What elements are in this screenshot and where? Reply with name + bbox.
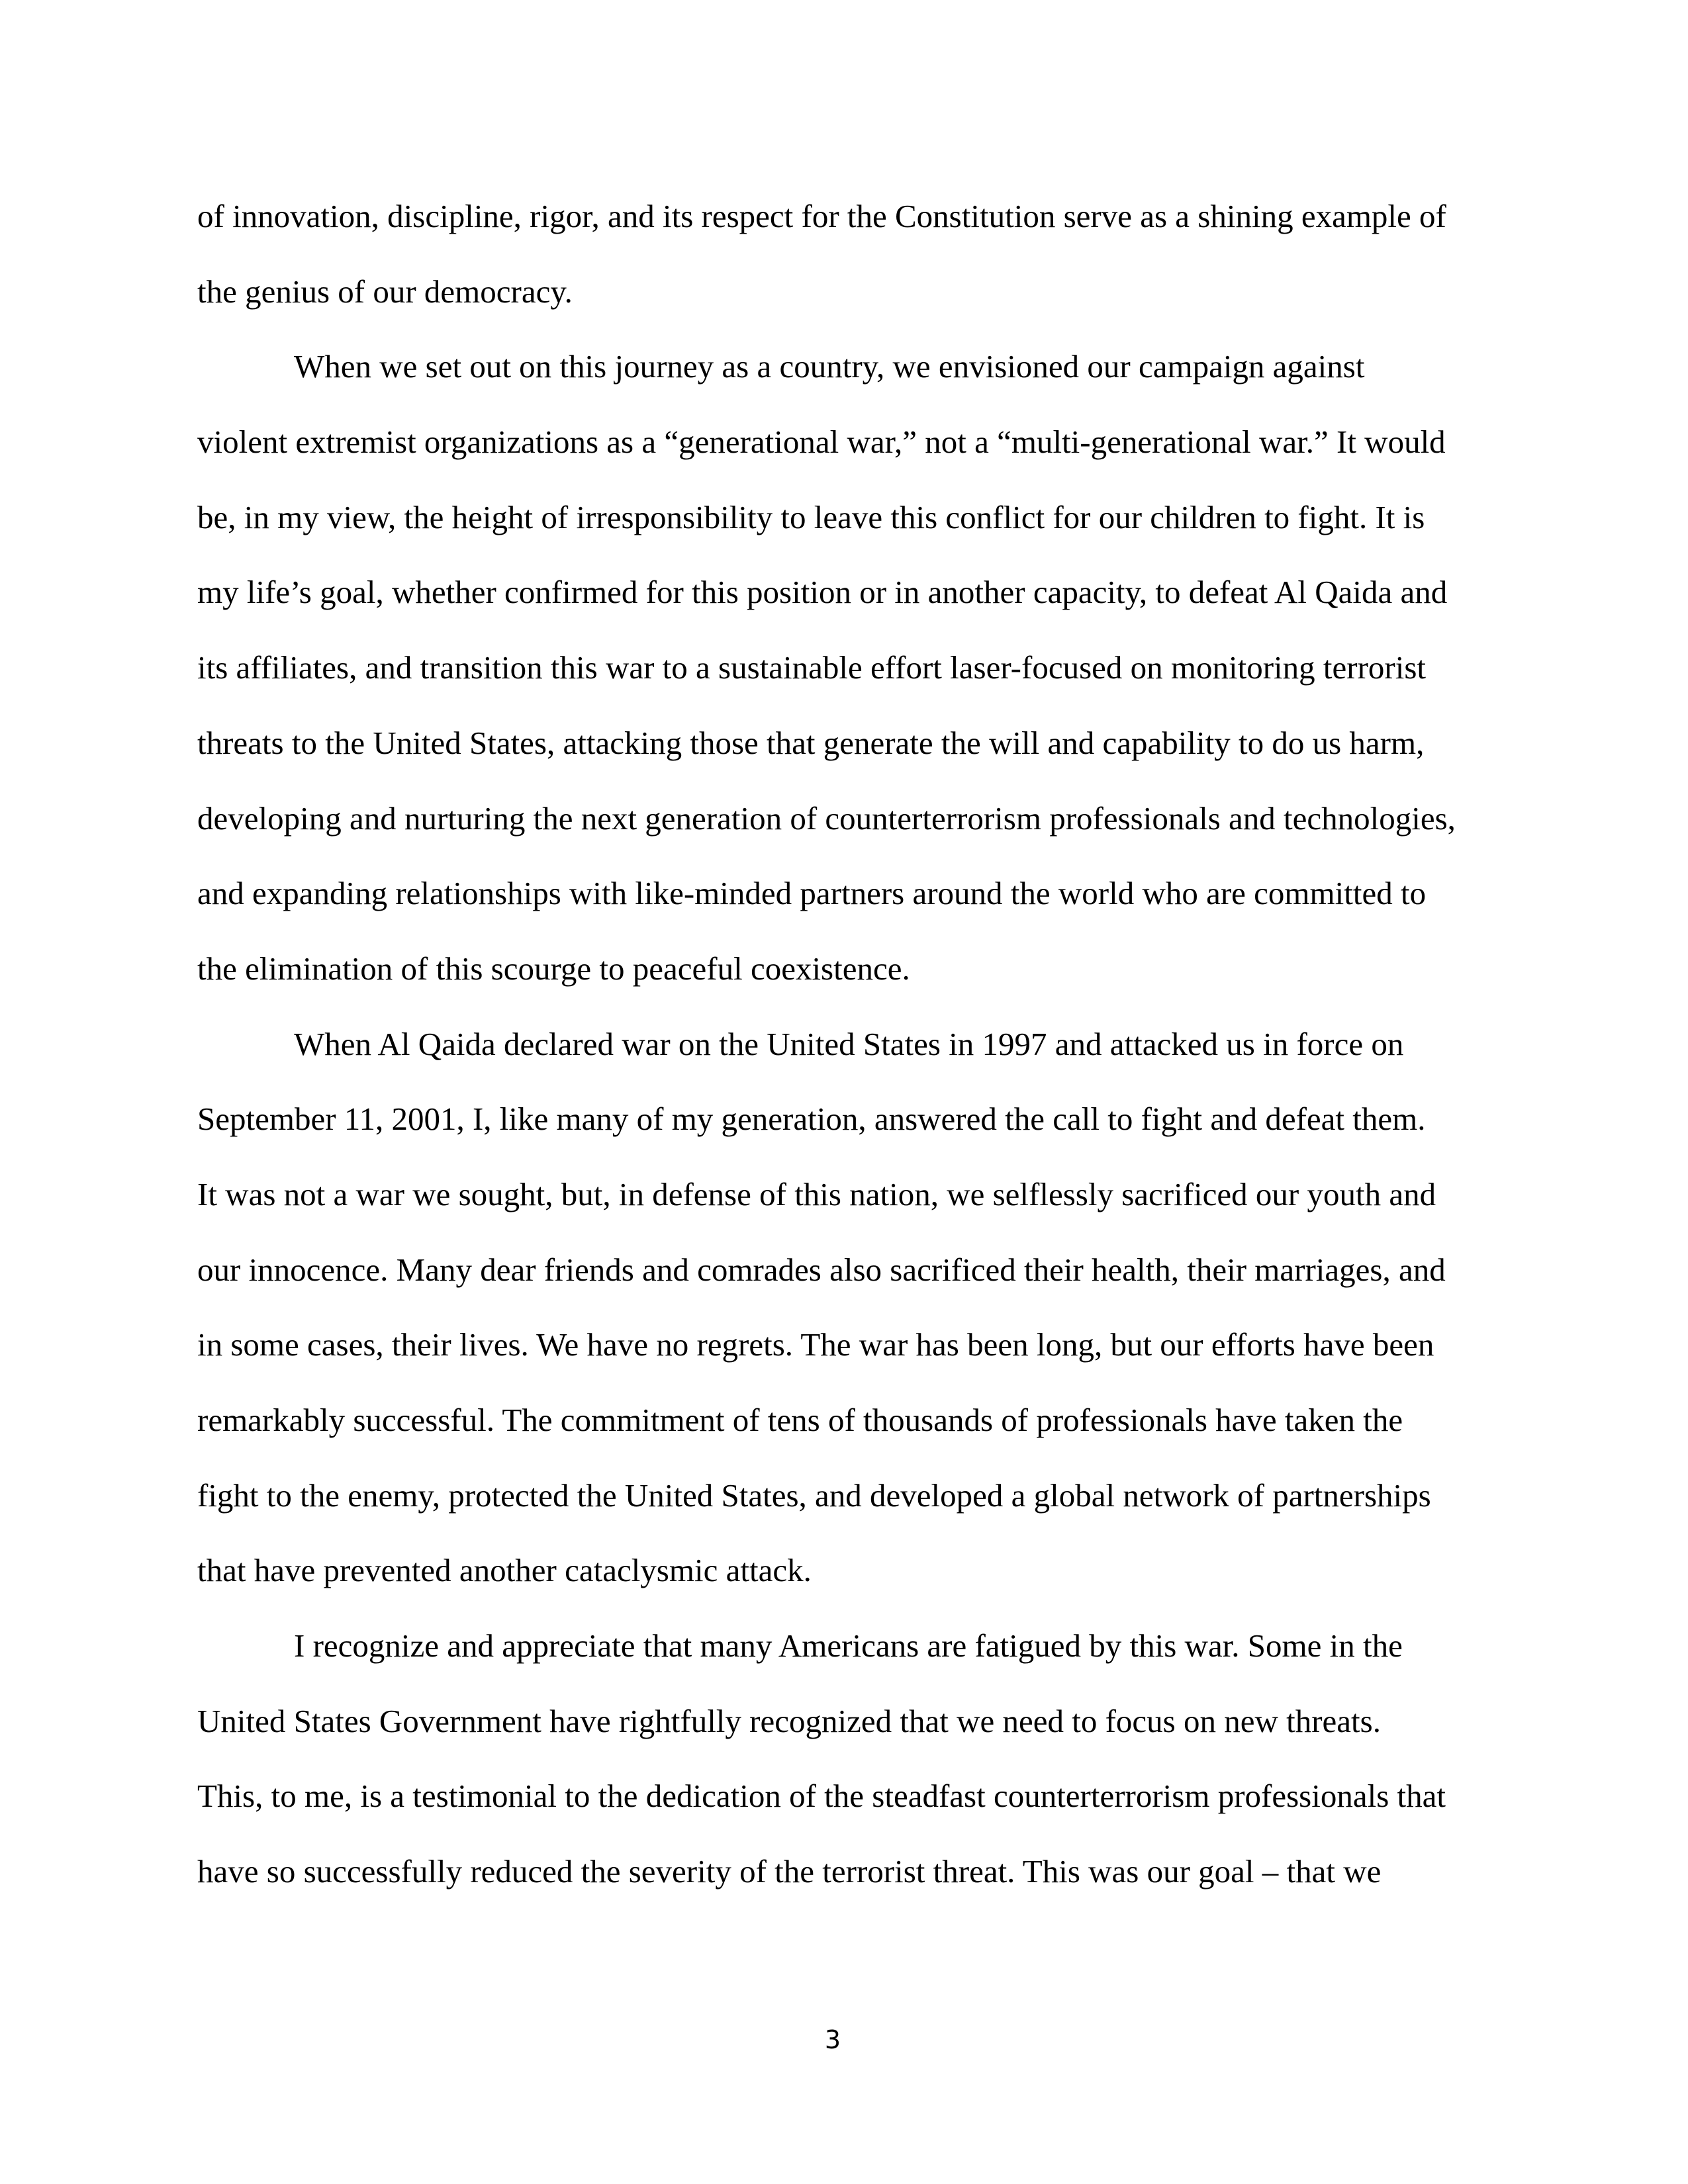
text-line: and expanding relationships with like-minded partners around the world who are committed to (197, 875, 1427, 912)
text-line: of innovation, discipline, rigor, and its respect for the Constitution serve as a shining example of (197, 198, 1446, 234)
text-line: When Al Qaida declared war on the United States in 1997 and attacked us in force on (294, 1025, 1404, 1062)
text-line: the genius of our democracy. (197, 273, 573, 310)
text-line: United States Government have rightfully recognized that we need to focus on new threats. (197, 1702, 1381, 1739)
text-line: developing and nurturing the next generation of counterterrorism professionals and technologies, (197, 799, 1456, 837)
text-line: that have prevented another cataclysmic attack. (197, 1552, 812, 1589)
text-line: be, in my view, the height of irresponsibility to leave this conflict for our children to fight. It is (197, 498, 1425, 535)
text-line: threats to the United States, attacking those that generate the will and capability to do us harm, (197, 724, 1425, 761)
page-number: 3 (824, 2025, 841, 2054)
text-line: I recognize and appreciate that many Americans are fatigued by this war. Some in the (294, 1627, 1403, 1664)
text-line: its affiliates, and transition this war to a sustainable effort laser-focused on monitoring terrorist (197, 649, 1427, 686)
text-line: in some cases, their lives. We have no regrets. The war has been long, but our efforts have been (197, 1326, 1434, 1363)
text-line: my life’s goal, whether confirmed for this position or in another capacity, to defeat Al Qaida and (197, 574, 1448, 611)
text-line: When we set out on this journey as a country, we envisioned our campaign against (294, 348, 1365, 385)
text-line: violent extremist organizations as a “generational war,” not a “multi-generational war.” It would (197, 424, 1446, 461)
text-line: This, to me, is a testimonial to the dedication of the steadfast counterterrorism professionals that (197, 1778, 1446, 1815)
text-line: have so successfully reduced the severity of the terrorist threat. This was our goal – that we (197, 1853, 1382, 1890)
text-line: the elimination of this scourge to peaceful coexistence. (197, 950, 910, 987)
paragraph (197, 1007, 1495, 1609)
text-line: our innocence. Many dear friends and comrades also sacrificed their health, their marriages, and (197, 1251, 1446, 1288)
text-line: September 11, 2001, I, like many of my generation, answered the call to fight and defeat them. (197, 1101, 1426, 1138)
paragraph (197, 329, 1495, 1006)
text-line: fight to the enemy, protected the United States, and developed a global network of partnerships (197, 1477, 1431, 1514)
text-line: It was not a war we sought, but, in defense of this nation, we selflessly sacrificed our youth and (197, 1175, 1436, 1212)
document-body (197, 179, 1495, 1909)
paragraph (197, 179, 1495, 329)
text-line: remarkably successful. The commitment of tens of thousands of professionals have taken the (197, 1402, 1403, 1438)
paragraph (197, 1608, 1495, 1909)
